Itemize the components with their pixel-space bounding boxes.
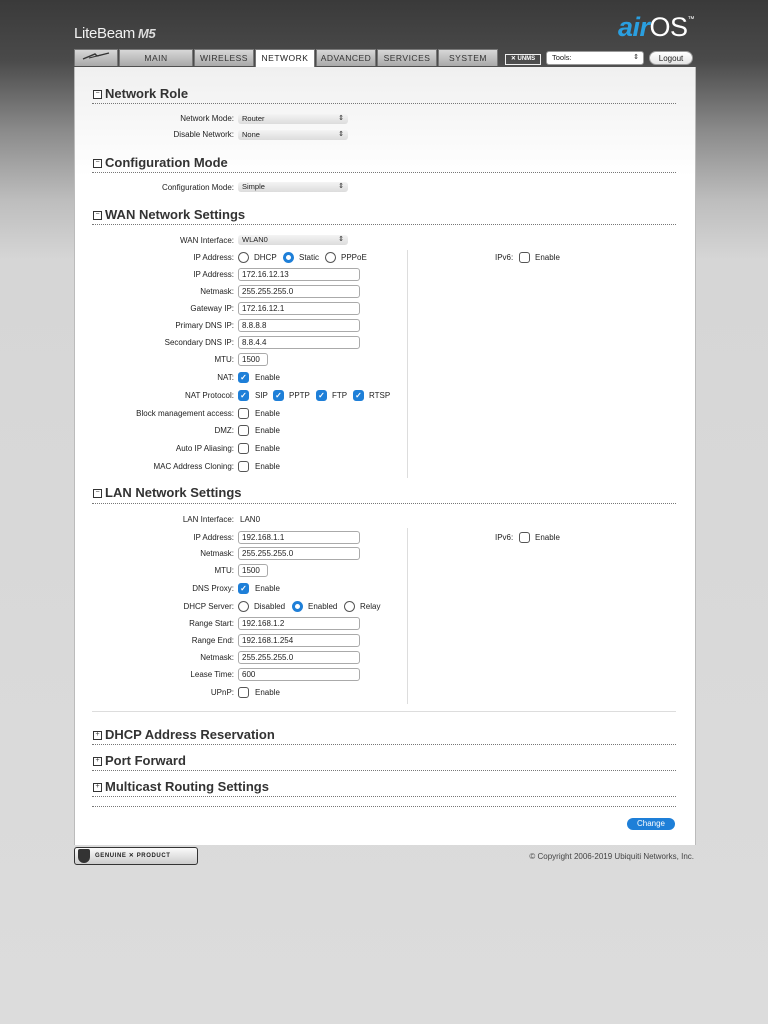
shield-icon: [78, 849, 90, 863]
dmz-label: DMZ:: [214, 426, 234, 435]
dns-proxy-label: DNS Proxy:: [192, 584, 234, 593]
wan-interface-label: WAN Interface:: [180, 236, 234, 245]
section-dhcp-reservation[interactable]: + DHCP Address Reservation: [93, 727, 275, 742]
divider: [92, 224, 676, 225]
wan-mode-pppoe-radio[interactable]: [325, 252, 336, 263]
wan-mode-pppoe-label: PPPoE: [341, 253, 367, 262]
dhcp-disabled-label: Disabled: [254, 602, 286, 611]
auto-ip-label: Auto IP Aliasing:: [175, 444, 234, 453]
nat-sip-checkbox[interactable]: ✓: [238, 390, 249, 401]
dhcp-relay-radio[interactable]: [344, 601, 355, 612]
mac-clone-checkbox[interactable]: [238, 461, 249, 472]
disable-network-select[interactable]: None ⇕: [238, 130, 348, 140]
select-arrows-icon: ⇕: [338, 131, 344, 138]
divider: [92, 103, 676, 104]
wan-mode-static-radio[interactable]: [283, 252, 294, 263]
tools-select[interactable]: Tools: ⇕: [546, 51, 644, 65]
range-start-label: Range Start:: [189, 619, 234, 628]
wan-ipv6-label: IPv6:: [495, 253, 514, 262]
divider: [92, 172, 676, 173]
wan-dns2-label: Secondary DNS IP:: [164, 338, 234, 347]
divider: [92, 711, 676, 712]
nat-enable-label: Enable: [255, 373, 280, 382]
nat-label: NAT:: [217, 373, 234, 382]
lan-netmask-label: Netmask:: [200, 549, 234, 558]
upnp-checkbox[interactable]: [238, 687, 249, 698]
block-mgmt-label: Block management access:: [136, 409, 234, 418]
collapse-icon[interactable]: −: [93, 211, 102, 220]
disable-network-label: Disable Network:: [173, 130, 234, 139]
lan-mtu-input[interactable]: 1500: [238, 564, 268, 577]
wan-dns1-label: Primary DNS IP:: [175, 321, 234, 330]
dns-proxy-enable-label: Enable: [255, 584, 280, 593]
wan-netmask-input[interactable]: 255.255.255.0: [238, 285, 360, 298]
lan-ipv6-checkbox[interactable]: [519, 532, 530, 543]
wan-mtu-label: MTU:: [214, 355, 234, 364]
nat-protocol-label: NAT Protocol:: [184, 391, 234, 400]
tab-advanced[interactable]: ADVANCED: [316, 49, 376, 66]
ubiquiti-logo-icon: [81, 51, 111, 61]
network-mode-label: Network Mode:: [180, 114, 234, 123]
lan-netmask-input[interactable]: 255.255.255.0: [238, 547, 360, 560]
lan-interface-value: LAN0: [240, 515, 261, 524]
wan-ipv6-enable-label: Enable: [535, 253, 560, 262]
mac-clone-enable-label: Enable: [255, 462, 280, 471]
upnp-enable-label: Enable: [255, 688, 280, 697]
dhcp-server-label: DHCP Server:: [183, 602, 234, 611]
range-end-label: Range End:: [191, 636, 234, 645]
configuration-mode-select[interactable]: Simple ⇕: [238, 182, 348, 192]
column-divider: [407, 250, 408, 478]
lease-time-input[interactable]: 600: [238, 668, 360, 681]
section-configuration-mode[interactable]: − Configuration Mode: [93, 155, 228, 170]
dhcp-netmask-label: Netmask:: [200, 653, 234, 662]
select-arrows-icon: ⇕: [633, 54, 639, 61]
lan-interface-label: LAN Interface:: [182, 515, 234, 524]
section-port-forward[interactable]: + Port Forward: [93, 753, 186, 768]
wan-gateway-label: Gateway IP:: [190, 304, 234, 313]
tab-system[interactable]: SYSTEM: [438, 49, 498, 66]
section-wan-settings[interactable]: − WAN Network Settings: [93, 207, 245, 222]
auto-ip-checkbox[interactable]: [238, 443, 249, 454]
dmz-checkbox[interactable]: [238, 425, 249, 436]
wan-gateway-input[interactable]: 172.16.12.1: [238, 302, 360, 315]
divider: [92, 796, 676, 797]
wan-netmask-label: Netmask:: [200, 287, 234, 296]
unms-badge[interactable]: ✕ UNMS: [505, 54, 541, 65]
select-arrows-icon: ⇕: [338, 236, 344, 243]
nat-rtsp-checkbox[interactable]: ✓: [353, 390, 364, 401]
dhcp-netmask-input[interactable]: 255.255.255.0: [238, 651, 360, 664]
select-arrows-icon: ⇕: [338, 115, 344, 122]
nat-ftp-checkbox[interactable]: ✓: [316, 390, 327, 401]
collapse-icon[interactable]: −: [93, 159, 102, 168]
wan-mtu-input[interactable]: 1500: [238, 353, 268, 366]
range-start-input[interactable]: 192.168.1.2: [238, 617, 360, 630]
tab-main[interactable]: MAIN: [119, 49, 193, 66]
lan-ipv6-enable-label: Enable: [535, 533, 560, 542]
wan-dns2-input[interactable]: 8.8.4.4: [238, 336, 360, 349]
divider: [92, 503, 676, 504]
nat-rtsp-label: RTSP: [369, 391, 391, 400]
section-network-role[interactable]: − Network Role: [93, 86, 188, 101]
lan-ip-address-input[interactable]: 192.168.1.1: [238, 531, 360, 544]
dhcp-relay-label: Relay: [360, 602, 381, 611]
nat-sip-label: SIP: [255, 391, 268, 400]
unms-icon: ✕: [510, 56, 516, 62]
configuration-mode-label: Configuration Mode:: [161, 183, 234, 192]
wan-ip-address-label: IP Address:: [193, 270, 234, 279]
tab-services[interactable]: SERVICES: [377, 49, 437, 66]
upnp-label: UPnP:: [210, 688, 234, 697]
auto-ip-enable-label: Enable: [255, 444, 280, 453]
nat-pptp-label: PPTP: [289, 391, 310, 400]
dhcp-enabled-label: Enabled: [308, 602, 338, 611]
dmz-enable-label: Enable: [255, 426, 280, 435]
expand-icon[interactable]: +: [93, 757, 102, 766]
wan-ip-mode-label: IP Address:: [193, 253, 234, 262]
expand-icon[interactable]: +: [93, 731, 102, 740]
tab-wireless[interactable]: WIRELESS: [194, 49, 254, 66]
block-mgmt-enable-label: Enable: [255, 409, 280, 418]
logout-button[interactable]: Logout: [649, 51, 693, 65]
divider: [92, 744, 676, 745]
main-tabs: [74, 49, 499, 67]
collapse-icon[interactable]: −: [93, 489, 102, 498]
dhcp-enabled-radio[interactable]: [292, 601, 303, 612]
dns-proxy-checkbox[interactable]: ✓: [238, 583, 249, 594]
section-lan-settings[interactable]: − LAN Network Settings: [93, 485, 242, 500]
block-mgmt-checkbox[interactable]: [238, 408, 249, 419]
nat-ftp-label: FTP: [332, 391, 348, 400]
airos-logo: airOS™: [618, 12, 695, 42]
lan-ip-address-label: IP Address:: [193, 533, 234, 542]
network-mode-select[interactable]: Router ⇕: [238, 114, 348, 124]
tab-ubnt-logo[interactable]: [74, 49, 118, 66]
section-multicast-routing[interactable]: + Multicast Routing Settings: [93, 779, 269, 794]
mac-clone-label: MAC Address Cloning:: [153, 462, 234, 471]
nat-pptp-checkbox[interactable]: ✓: [273, 390, 284, 401]
wan-dns1-input[interactable]: 8.8.8.8: [238, 319, 360, 332]
change-button[interactable]: Change: [627, 818, 675, 830]
range-end-input[interactable]: 192.168.1.254: [238, 634, 360, 647]
wan-ip-address-input[interactable]: 172.16.12.13: [238, 268, 360, 281]
lan-ipv6-label: IPv6:: [495, 533, 514, 542]
wan-interface-select[interactable]: WLAN0 ⇕: [238, 235, 348, 245]
wan-ipv6-checkbox[interactable]: [519, 252, 530, 263]
divider: [92, 770, 676, 771]
device-brand: LiteBeam M5: [74, 25, 156, 42]
collapse-icon[interactable]: −: [93, 90, 102, 99]
dhcp-disabled-radio[interactable]: [238, 601, 249, 612]
wan-mode-static-label: Static: [299, 253, 320, 262]
genuine-product-badge: GENUINE ✕ PRODUCT: [74, 847, 198, 865]
lan-mtu-label: MTU:: [214, 566, 234, 575]
expand-icon[interactable]: +: [93, 783, 102, 792]
nat-checkbox[interactable]: ✓: [238, 372, 249, 383]
column-divider: [407, 528, 408, 704]
tab-network[interactable]: NETWORK: [255, 49, 315, 67]
wan-mode-dhcp-label: DHCP: [254, 253, 277, 262]
wan-mode-dhcp-radio[interactable]: [238, 252, 249, 263]
lease-time-label: Lease Time:: [190, 670, 234, 679]
divider: [92, 806, 676, 807]
copyright-text: © Copyright 2006-2019 Ubiquiti Networks, Inc.: [529, 852, 694, 861]
device-model: M5: [137, 26, 156, 41]
select-arrows-icon: ⇕: [338, 183, 344, 190]
